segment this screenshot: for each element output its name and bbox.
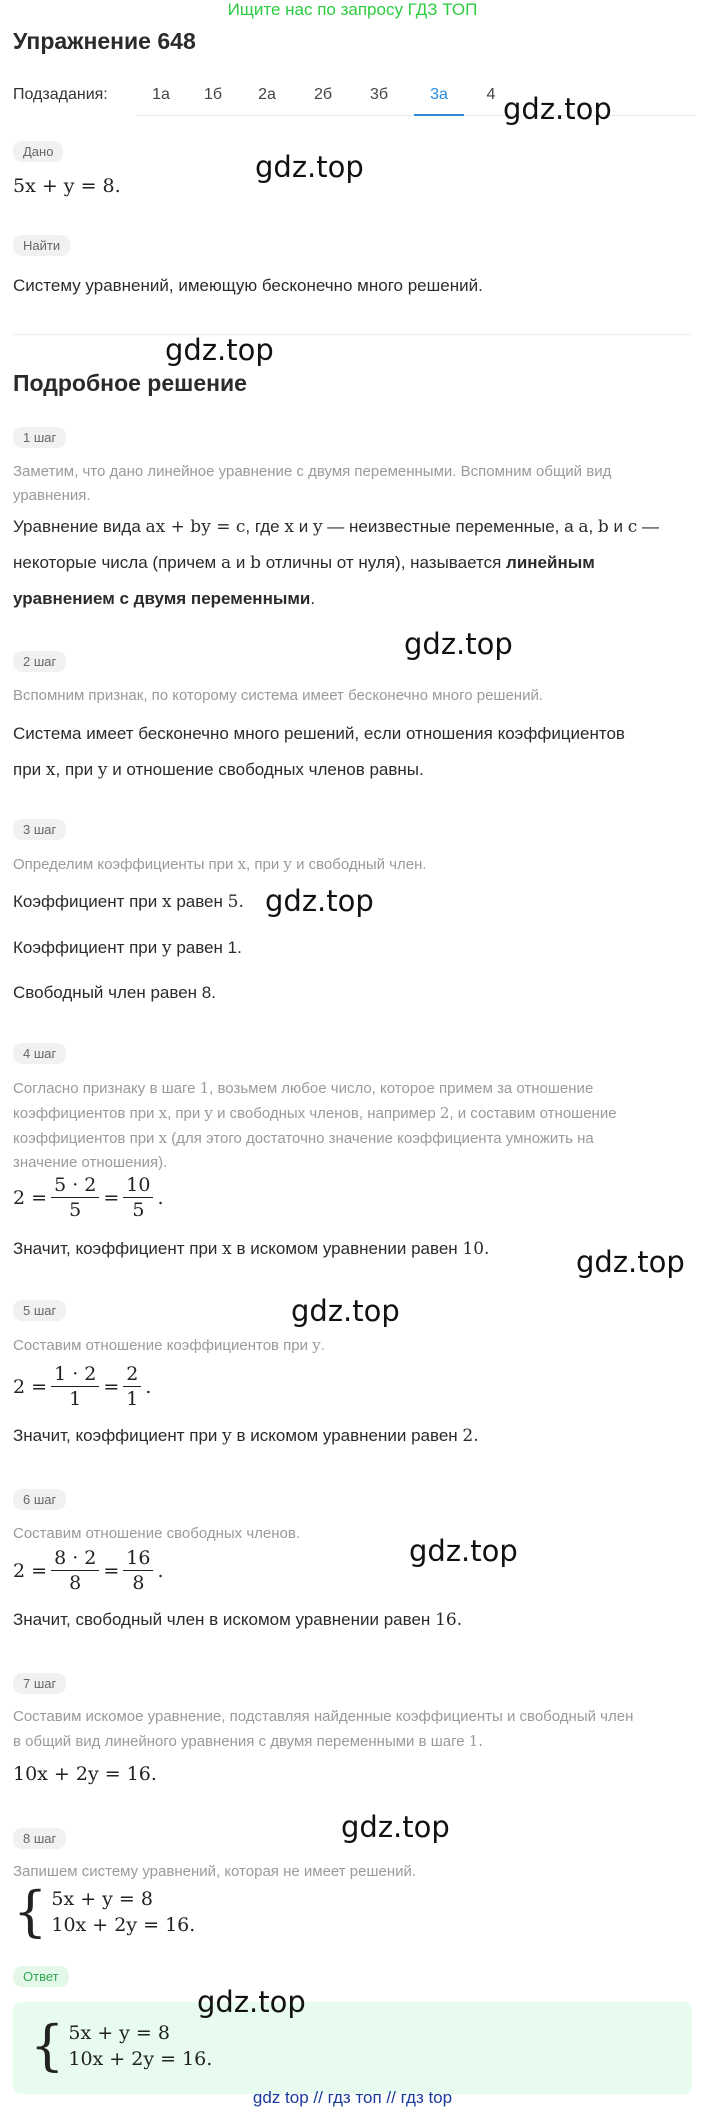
step5-hint: Составим отношение коэффициентов при y. (13, 1336, 325, 1354)
step2-badge: 2 шаг (13, 651, 66, 672)
step6-hint: Составим отношение свободных членов. (13, 1525, 301, 1542)
tab-3b[interactable]: 3б (369, 86, 389, 103)
given-formula: 5x + y = 8. (13, 175, 121, 197)
step3-hint: Определим коэффициенты при x, при y и свободный член. (13, 855, 427, 873)
step4-badge: 4 шаг (13, 1043, 66, 1064)
step5-conclusion: Значит, коэффициент при y в искомом уравнении равен 2. (13, 1426, 479, 1446)
step7-formula: 10x + 2y = 16. (13, 1763, 157, 1785)
find-text: Систему уравнений, имеющую бесконечно много решений. (13, 276, 483, 295)
subtasks-tabs (136, 82, 696, 116)
step8-badge: 8 шаг (13, 1828, 66, 1849)
watermark: gdz.top (197, 1985, 306, 2019)
step3-line1: Коэффициент при x равен 5. (13, 892, 244, 912)
tab-4[interactable]: 4 (486, 86, 496, 103)
step1-hint: Заметим, что дано линейное уравнение с двумя переменными. Вспомним общий вид уравнения. (13, 463, 612, 504)
brace-icon: { (30, 2014, 65, 2077)
page-title: Упражнение 648 (13, 28, 196, 54)
watermark: gdz.top (409, 1534, 518, 1568)
watermark: gdz.top (576, 1245, 685, 1279)
subtasks-label: Подзадания: (13, 86, 108, 103)
step3-badge: 3 шаг (13, 819, 66, 840)
watermark: gdz.top (291, 1294, 400, 1328)
step7-hint: Составим искомое уравнение, подставляя найденные коэффициенты и свободный член в общий вид линейного уравнения с двумя переменными в шаге 1. (13, 1708, 634, 1750)
watermark: gdz.top (265, 884, 374, 918)
watermark: gdz.top (255, 150, 364, 184)
step6-badge: 6 шаг (13, 1489, 66, 1510)
find-badge: Найти (13, 235, 70, 256)
tab-1b[interactable]: 1б (203, 86, 223, 103)
tab-1a[interactable]: 1а (152, 86, 170, 103)
given-badge: Дано (13, 141, 63, 162)
step8-hint: Запишем систему уравнений, которая не имеет решений. (13, 1863, 417, 1880)
step6-formula: 2 = $\frac{8 \cdot 2}{8}$ = $\frac{16}{8}$ . (13, 1547, 164, 1594)
tab-2a[interactable]: 2а (258, 86, 276, 103)
step1-text: Уравнение вида ax + by = c, где x и y — неизвестные переменные, а a, b и c — некоторые числа (причем a и b отличны от нуля), называется линейным уравнением с двумя переменными. (13, 517, 660, 608)
footer-links[interactable]: gdz top // гдз топ // гдз top (252, 2088, 453, 2107)
step4-conclusion: Значит, коэффициент при x в искомом уравнении равен 10. (13, 1239, 490, 1259)
answer-badge: Ответ (13, 1966, 69, 1987)
step8-system: { 5x + y = 8 10x + 2y = 16. (13, 1880, 196, 1943)
solution-title: Подробное решение (13, 370, 247, 396)
tab-2b[interactable]: 2б (313, 86, 333, 103)
step5-formula: 2 = $\frac{1 \cdot 2}{1}$ = $\frac{2}{1}$ . (13, 1363, 152, 1410)
step2-text: Система имеет бесконечно много решений, если отношения коэффициентов при x, при y и отношение свободных членов равны. (13, 724, 625, 780)
step4-hint: Согласно признаку в шаге 1, возьмем любое число, которое примем за отношение коэффициентов при x, при y и свободных членов, например 2, и составим отношение коэффициентов при x (для этого достаточно значение коэффициента умножить на значение отношения). (13, 1079, 617, 1171)
step3-line3: Свободный член равен 8. (13, 983, 216, 1002)
watermark: gdz.top (165, 333, 274, 367)
step7-badge: 7 шаг (13, 1673, 66, 1694)
answer-system: { 5x + y = 8 10x + 2y = 16. (30, 2014, 213, 2077)
watermark: gdz.top (341, 1810, 450, 1844)
divider (13, 334, 691, 335)
brace-icon: { (13, 1880, 48, 1943)
top-banner[interactable]: Ищите нас по запросу ГДЗ ТОП (227, 0, 478, 19)
step2-hint: Вспомним признак, по которому система имеет бесконечно много решений. (13, 687, 544, 704)
watermark: gdz.top (404, 627, 513, 661)
step3-line2: Коэффициент при y равен 1. (13, 938, 242, 958)
step1-badge: 1 шаг (13, 427, 66, 448)
step5-badge: 5 шаг (13, 1300, 66, 1321)
step6-conclusion: Значит, свободный член в искомом уравнении равен 16. (13, 1610, 463, 1630)
step4-formula: 2 = $\frac{5 \cdot 2}{5}$ = $\frac{10}{5}$ . (13, 1174, 164, 1221)
watermark: gdz.top (503, 92, 612, 126)
tab-3a[interactable]: 3а (414, 86, 464, 116)
